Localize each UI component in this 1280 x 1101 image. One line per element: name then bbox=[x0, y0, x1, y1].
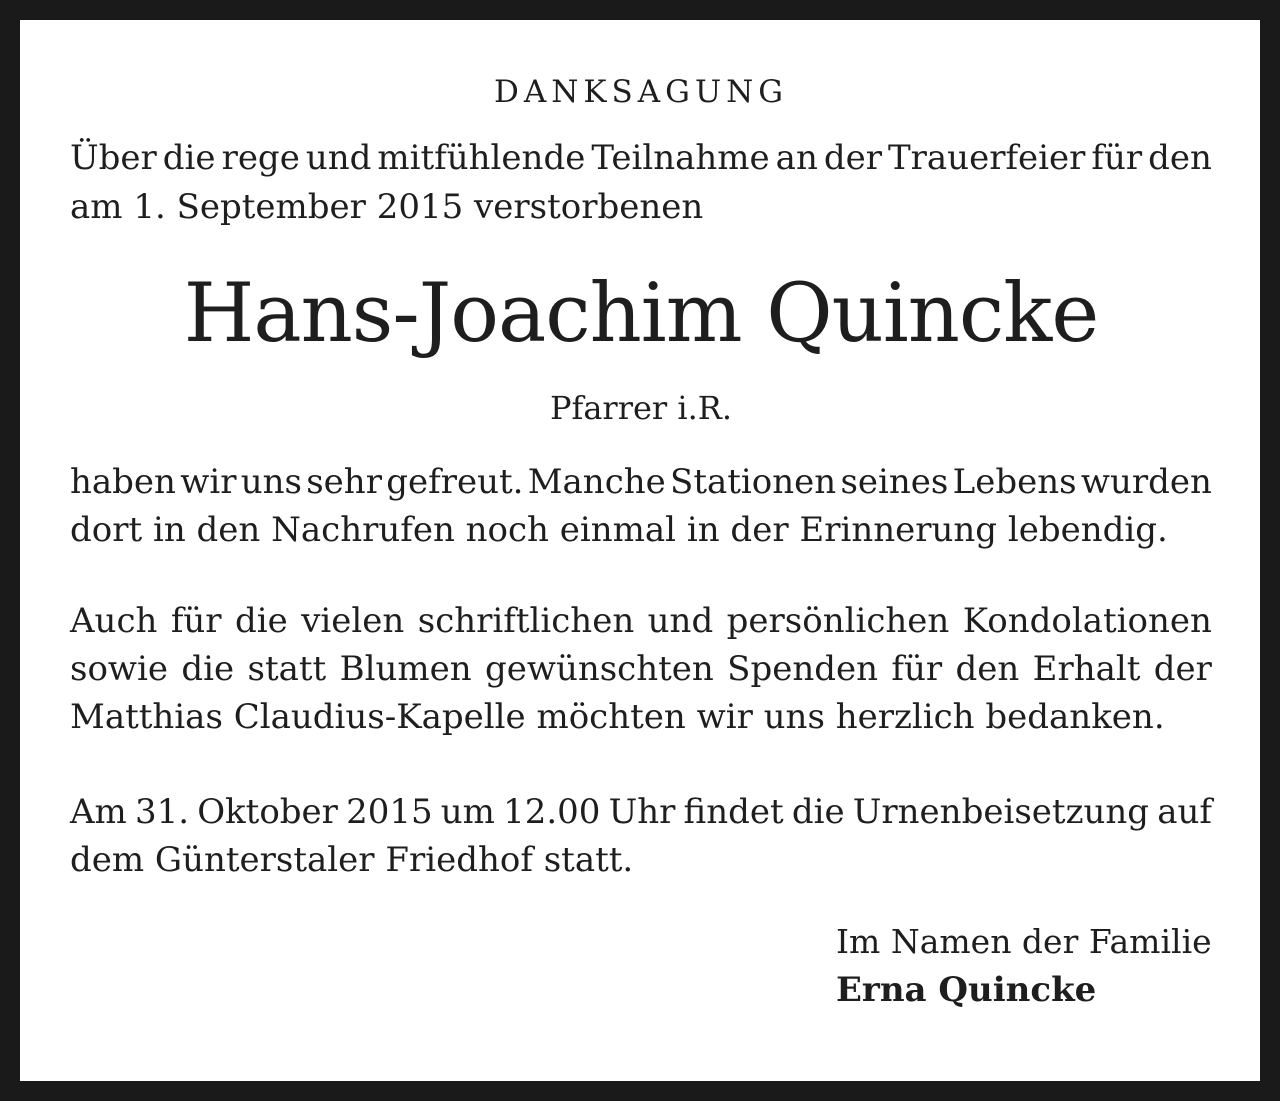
word: an bbox=[775, 138, 818, 178]
word: 2015 bbox=[346, 792, 433, 832]
closing-line: Im Namen der Familie bbox=[836, 922, 1212, 961]
word: Oktober bbox=[197, 792, 338, 832]
word: Uhr bbox=[608, 792, 676, 832]
intro-line bbox=[70, 134, 1212, 183]
notice-heading: DANKSAGUNG bbox=[494, 74, 788, 110]
obituary-notice bbox=[70, 0, 1212, 1101]
word: persönlichen bbox=[726, 601, 950, 641]
word: sowie bbox=[70, 649, 169, 689]
word: vielen bbox=[301, 601, 405, 641]
intro-line: am 1. September 2015 verstorbenen bbox=[70, 187, 704, 227]
word: Urnenbeisetzung bbox=[852, 792, 1150, 832]
word: findet bbox=[683, 792, 784, 832]
word: den bbox=[955, 649, 1020, 689]
word: der bbox=[823, 138, 882, 178]
word: die bbox=[162, 138, 216, 178]
paragraph-line: Matthias Claudius-Kapelle möchten wir uns herzlich bedanken. bbox=[70, 697, 1165, 737]
word: und bbox=[305, 138, 372, 178]
word: Blumen bbox=[339, 649, 472, 689]
deceased-title: Pfarrer i.R. bbox=[549, 389, 733, 427]
word: auf bbox=[1157, 792, 1212, 832]
deceased-name: Hans-Joachim Quincke bbox=[183, 267, 1099, 361]
paragraph-line: dem Günterstaler Friedhof statt. bbox=[70, 840, 634, 880]
word: um bbox=[440, 792, 495, 832]
word: die bbox=[791, 792, 845, 832]
paragraph-line bbox=[70, 597, 1212, 645]
signer-name: Erna Quincke bbox=[836, 970, 1097, 1010]
word: mitfühlende bbox=[377, 138, 586, 178]
word: für bbox=[1091, 138, 1143, 178]
word: schriftlichen bbox=[417, 601, 635, 641]
word: Am bbox=[70, 792, 127, 832]
word: und bbox=[647, 601, 714, 641]
word: gefreut. bbox=[386, 462, 524, 502]
word: Spenden bbox=[727, 649, 879, 689]
word: für bbox=[170, 601, 222, 641]
paragraph-thanks bbox=[70, 458, 1212, 554]
word: für bbox=[891, 649, 943, 689]
word: Lebens bbox=[952, 462, 1077, 502]
word: Trauerfeier bbox=[887, 138, 1086, 178]
word: Stationen bbox=[670, 462, 837, 502]
word: Manche bbox=[527, 462, 666, 502]
word: 12.00 bbox=[503, 792, 601, 832]
word: die bbox=[181, 649, 235, 689]
paragraph-burial bbox=[70, 788, 1212, 884]
word: uns bbox=[240, 462, 302, 502]
word: 31. bbox=[134, 792, 190, 832]
word: haben bbox=[70, 462, 176, 502]
word: gewünschten bbox=[484, 649, 714, 689]
word: statt bbox=[247, 649, 327, 689]
word: Teilnahme bbox=[591, 138, 770, 178]
word: den bbox=[1148, 138, 1212, 178]
word: seines bbox=[840, 462, 949, 502]
word: Auch bbox=[70, 601, 158, 641]
paragraph-line bbox=[70, 788, 1212, 836]
paragraph-line bbox=[70, 645, 1212, 693]
word: der bbox=[1153, 649, 1212, 689]
word: Über bbox=[70, 138, 157, 178]
word: die bbox=[235, 601, 288, 641]
intro-paragraph bbox=[70, 134, 1212, 232]
paragraph-line: dort in den Nachrufen noch einmal in der Erinnerung lebendig. bbox=[70, 510, 1168, 550]
word: rege bbox=[221, 138, 300, 178]
word: wurden bbox=[1080, 462, 1212, 502]
paragraph-line bbox=[70, 458, 1212, 506]
word: Erhalt bbox=[1032, 649, 1141, 689]
word: sehr bbox=[306, 462, 382, 502]
signature-block bbox=[836, 918, 1212, 1014]
word: Kondolationen bbox=[962, 601, 1212, 641]
word: wir bbox=[180, 462, 237, 502]
paragraph-condolences bbox=[70, 597, 1212, 741]
